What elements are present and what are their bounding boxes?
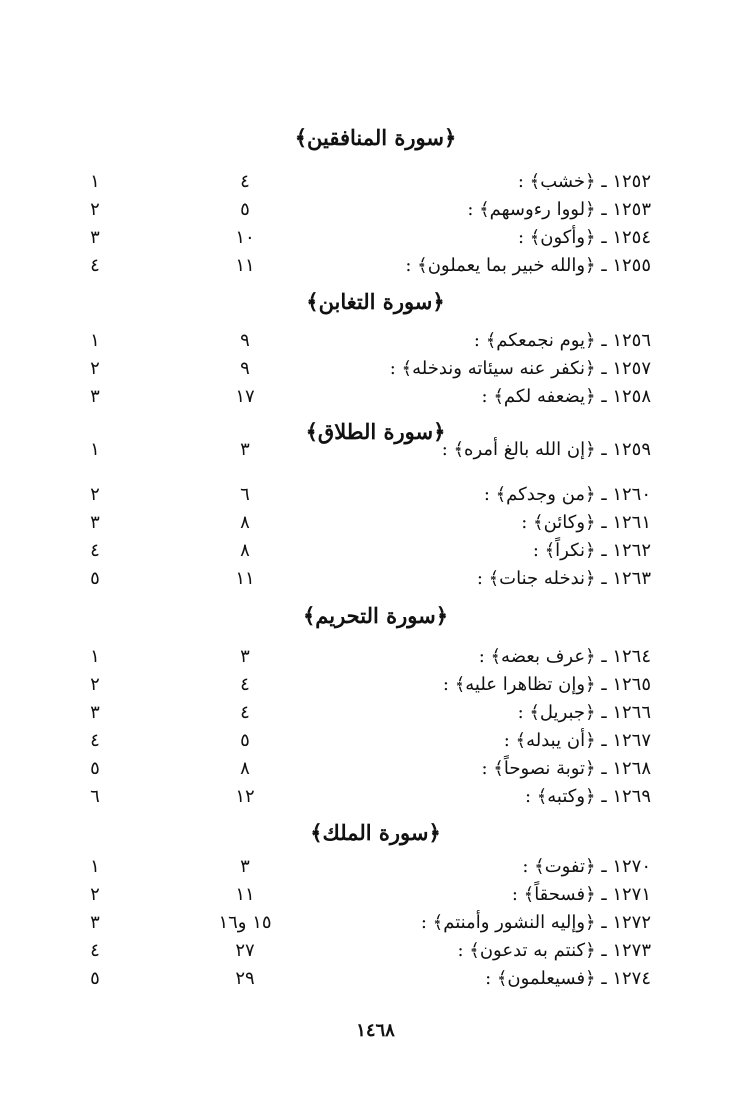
row-index: ٢ <box>90 358 100 379</box>
row-index: ٣ <box>90 512 100 533</box>
entry-row <box>0 755 751 783</box>
entry-text: ١٢٦٠ ـ ﴿من وجدكم﴾ : <box>483 484 651 505</box>
row-index: ٢ <box>90 674 100 695</box>
entry-row <box>0 727 751 755</box>
entry-row <box>0 537 751 565</box>
verse-number: ٩ <box>240 358 250 379</box>
row-index: ٦ <box>90 786 100 807</box>
row-index: ٣ <box>90 702 100 723</box>
row-index: ٣ <box>90 227 100 248</box>
entry-text: ١٢٥٢ ـ ﴿خشب﴾ : <box>517 171 651 192</box>
entry-text: ١٢٥٤ ـ ﴿وأكون﴾ : <box>517 227 651 248</box>
entry-row <box>0 565 751 593</box>
verse-number: ٥ <box>240 730 250 751</box>
row-index: ١ <box>90 171 100 192</box>
entry-row <box>0 252 751 280</box>
entry-text: ١٢٦٥ ـ ﴿وإن تظاهرا عليه﴾ : <box>442 674 651 695</box>
entry-row <box>0 699 751 727</box>
entry-row <box>0 853 751 881</box>
entry-text: ١٢٦١ ـ ﴿وكائن﴾ : <box>521 512 651 533</box>
entry-text: ١٢٦٩ ـ ﴿وكتبه﴾ : <box>524 786 651 807</box>
row-index: ٥ <box>90 568 100 589</box>
entry-row <box>0 509 751 537</box>
row-index: ٤ <box>90 540 100 561</box>
entry-row <box>0 783 751 811</box>
entry-row <box>0 671 751 699</box>
verse-number: ٤ <box>240 702 250 723</box>
verse-number: ١٢ <box>235 786 255 807</box>
entry-text: ١٢٦٢ ـ ﴿نكراً﴾ : <box>532 540 651 561</box>
verse-number: ٢٧ <box>235 940 255 961</box>
row-index: ٤ <box>90 730 100 751</box>
row-index: ٣ <box>90 912 100 933</box>
verse-number: ١٥ و١٦ <box>218 912 272 933</box>
entry-row <box>0 643 751 671</box>
entry-text: ١٢٥٩ ـ ﴿إن الله بالغ أمره﴾ : <box>441 439 651 460</box>
entry-row <box>0 881 751 909</box>
entry-row <box>0 168 751 196</box>
verse-number: ٩ <box>240 330 250 351</box>
page-number: ١٤٦٨ <box>356 1020 395 1041</box>
entry-text: ١٢٧٢ ـ ﴿وإليه النشور وأمنتم﴾ : <box>420 912 651 933</box>
verse-number: ٣ <box>240 646 250 667</box>
row-index: ٥ <box>90 968 100 989</box>
surah-heading-at-taghabun: ﴿سورة التغابن﴾ <box>306 289 445 314</box>
row-index: ٤ <box>90 940 100 961</box>
entry-text: ١٢٧٤ ـ ﴿فسيعلمون﴾ : <box>485 968 651 989</box>
verse-number: ٤ <box>240 171 250 192</box>
entry-text: ١٢٧٣ ـ ﴿كنتم به تدعون﴾ : <box>457 940 651 961</box>
verse-number: ٤ <box>240 674 250 695</box>
verse-number: ١٧ <box>235 386 255 407</box>
verse-number: ١١ <box>235 255 255 276</box>
entry-text: ١٢٧٠ ـ ﴿تفوت﴾ : <box>522 856 651 877</box>
entry-row <box>0 327 751 355</box>
entry-row <box>0 383 751 411</box>
entry-row <box>0 965 751 993</box>
surah-heading-al-mulk: ﴿سورة الملك﴾ <box>310 820 441 845</box>
entry-text: ١٢٦٧ ـ ﴿أن يبدله﴾ : <box>503 730 651 751</box>
entry-row <box>0 937 751 965</box>
verse-number: ١١ <box>235 568 255 589</box>
entry-text: ١٢٥٧ ـ ﴿نكفر عنه سيئاته وندخله﴾ : <box>389 358 651 379</box>
verse-number: ١١ <box>235 884 255 905</box>
entry-row <box>0 224 751 252</box>
verse-number: ٣ <box>240 439 250 460</box>
entry-row <box>0 355 751 383</box>
entry-text: ١٢٦٦ ـ ﴿جبريل﴾ : <box>517 702 651 723</box>
verse-number: ٨ <box>240 512 250 533</box>
verse-number: ٨ <box>240 540 250 561</box>
entry-text: ١٢٥٣ ـ ﴿لووا رءوسهم﴾ : <box>467 199 651 220</box>
verse-number: ٥ <box>240 199 250 220</box>
entry-text: ١٢٦٣ ـ ﴿ندخله جنات﴾ : <box>476 568 651 589</box>
verse-number: ٨ <box>240 758 250 779</box>
verse-number: ٣ <box>240 856 250 877</box>
row-index: ١ <box>90 439 100 460</box>
entry-text: ١٢٦٨ ـ ﴿توبة نصوحاً﴾ : <box>481 758 651 779</box>
entry-text: ١٢٧١ ـ ﴿فسحقاً﴾ : <box>511 884 651 905</box>
verse-number: ١٠ <box>235 227 255 248</box>
row-index: ٢ <box>90 484 100 505</box>
row-index: ٢ <box>90 199 100 220</box>
verse-number: ٦ <box>240 484 250 505</box>
surah-heading-al-munafiqun: ﴿سورة المنافقين﴾ <box>294 125 457 150</box>
entry-row <box>0 909 751 937</box>
entry-text: ١٢٥٥ ـ ﴿والله خبير بما يعملون﴾ : <box>405 255 651 276</box>
entry-row <box>0 436 751 464</box>
row-index: ٥ <box>90 758 100 779</box>
row-index: ٢ <box>90 884 100 905</box>
entry-row <box>0 196 751 224</box>
row-index: ١ <box>90 646 100 667</box>
entry-row <box>0 481 751 509</box>
surah-heading-at-tahrim: ﴿سورة التحريم﴾ <box>302 603 449 628</box>
row-index: ١ <box>90 330 100 351</box>
entry-text: ١٢٦٤ ـ ﴿عرف بعضه﴾ : <box>478 646 651 667</box>
entry-text: ١٢٥٦ ـ ﴿يوم نجمعكم﴾ : <box>473 330 651 351</box>
verse-number: ٢٩ <box>235 968 255 989</box>
row-index: ١ <box>90 856 100 877</box>
row-index: ٤ <box>90 255 100 276</box>
row-index: ٣ <box>90 386 100 407</box>
surah-heading-at-talaq: ﴿سورة الطلاق﴾ <box>305 419 446 444</box>
entry-text: ١٢٥٨ ـ ﴿يضعفه لكم﴾ : <box>481 386 651 407</box>
